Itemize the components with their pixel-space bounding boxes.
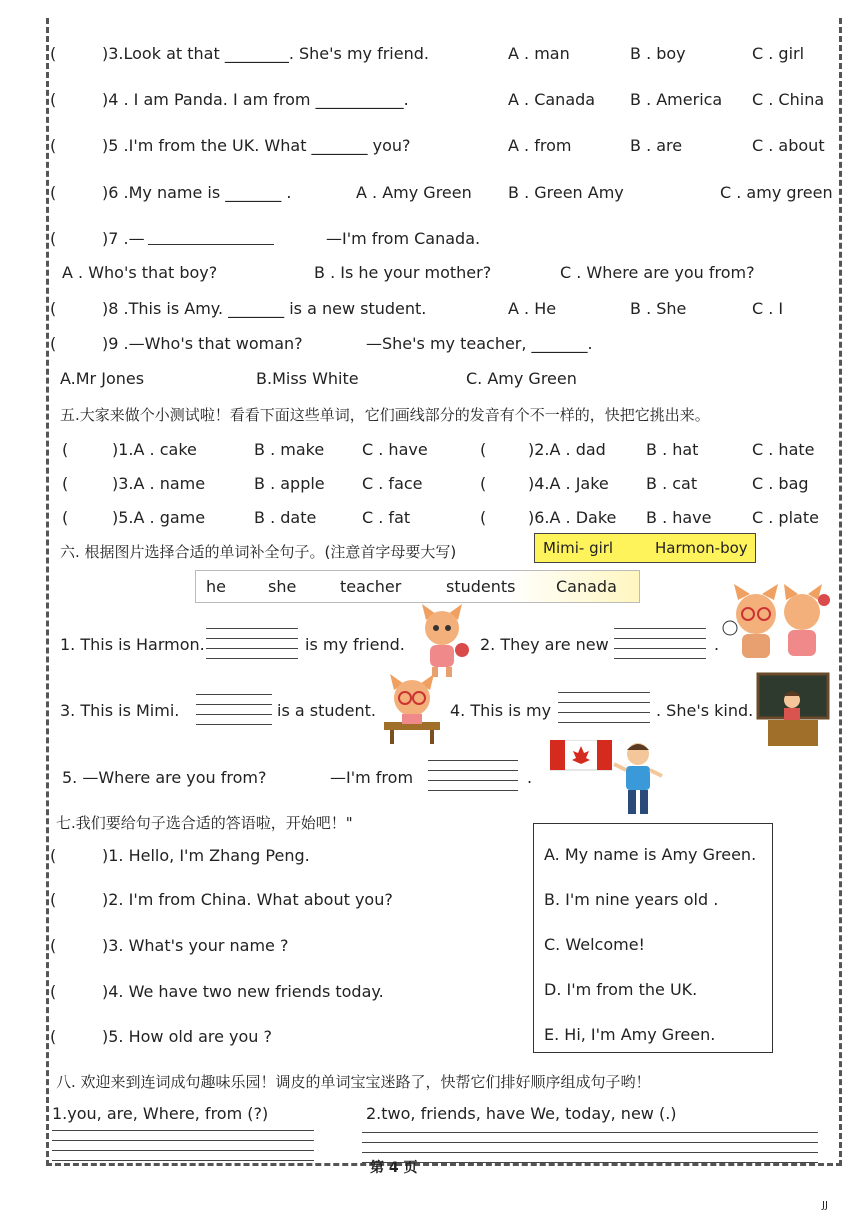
fill-sentence-3b: is a student. bbox=[277, 701, 377, 720]
writing-line bbox=[362, 1132, 818, 1133]
option-a: A . man bbox=[508, 44, 570, 63]
writing-line bbox=[362, 1142, 818, 1143]
fill-sentence-3a: 3. This is Mimi. bbox=[60, 701, 180, 720]
option-b: B . are bbox=[630, 136, 683, 155]
phonics-item: )1.A . cake bbox=[112, 440, 197, 459]
option-b: B . She bbox=[630, 299, 687, 318]
dialogue-question: )5. How old are you ? bbox=[102, 1027, 272, 1046]
fill-sentence-1a: 1. This is Harmon. bbox=[60, 635, 205, 654]
option-b: B . Is he your mother? bbox=[314, 263, 492, 282]
answer-blank bbox=[148, 244, 274, 245]
writing-line bbox=[362, 1152, 818, 1153]
boy-picture bbox=[612, 740, 664, 816]
option-c: C . I bbox=[752, 299, 784, 318]
writing-line bbox=[428, 760, 518, 761]
phonics-option: B . cat bbox=[646, 474, 698, 493]
writing-line bbox=[362, 1162, 818, 1163]
word-bank-item: students bbox=[446, 577, 516, 596]
phonics-option: C . fat bbox=[362, 508, 411, 527]
phonics-option: B . apple bbox=[254, 474, 325, 493]
option-c: C . about bbox=[752, 136, 825, 155]
name-note bbox=[534, 533, 756, 563]
writing-line bbox=[558, 692, 650, 693]
girl-cat-picture bbox=[414, 600, 470, 680]
word-bank-item: he bbox=[206, 577, 226, 596]
writing-line bbox=[52, 1150, 314, 1151]
student-cat-picture bbox=[380, 672, 444, 744]
fill-sentence-1b: is my friend. bbox=[305, 635, 405, 654]
paren: ( bbox=[50, 299, 57, 318]
option-c: C. Amy Green bbox=[466, 369, 577, 388]
answer-option: C. Welcome! bbox=[544, 935, 645, 954]
word-bank-item: Canada bbox=[556, 577, 617, 596]
option-a: A.Mr Jones bbox=[60, 369, 145, 388]
paren: ( bbox=[50, 846, 57, 865]
paren: ( bbox=[50, 229, 57, 248]
option-a: A . from bbox=[508, 136, 572, 155]
dialogue-question: )2. I'm from China. What about you? bbox=[102, 890, 393, 909]
phonics-option: C . bag bbox=[752, 474, 809, 493]
writing-line bbox=[614, 628, 706, 629]
dialogue-question: )4. We have two new friends today. bbox=[102, 982, 384, 1001]
phonics-option: C . face bbox=[362, 474, 423, 493]
paren: ( bbox=[62, 474, 69, 493]
fill-sentence-2a: 2. They are new bbox=[480, 635, 609, 654]
option-c: C . girl bbox=[752, 44, 805, 63]
writing-line bbox=[614, 658, 706, 659]
option-a: A . Who's that boy? bbox=[62, 263, 218, 282]
writing-line bbox=[558, 702, 650, 703]
writing-line bbox=[206, 648, 298, 649]
option-c: C . amy green bbox=[720, 183, 833, 202]
option-b: B . boy bbox=[630, 44, 686, 63]
option-c: C . Where are you from? bbox=[560, 263, 755, 282]
option-a: A . He bbox=[508, 299, 557, 318]
paren: ( bbox=[50, 90, 57, 109]
option-b: B . America bbox=[630, 90, 723, 109]
writing-line bbox=[206, 638, 298, 639]
section-8-title: 八. 欢迎来到连词成句趣味乐园！调皮的单词宝宝迷路了，快帮它们排好顺序组成句子哟！ bbox=[56, 1073, 651, 1091]
section-5-title: 五.大家来做个小测试啦！看看下面这些单词，它们画线部分的发音有个不一样的，快把它挑出来。 bbox=[60, 406, 710, 424]
writing-line bbox=[558, 722, 650, 723]
fill-sentence-5a: 5. —Where are you from? bbox=[62, 768, 267, 787]
phonics-option: B . hat bbox=[646, 440, 699, 459]
fill-sentence-4b: . She's kind. bbox=[656, 701, 754, 720]
paren: ( bbox=[50, 334, 57, 353]
answer-option: D. I'm from the UK. bbox=[544, 980, 698, 999]
paren: ( bbox=[480, 508, 487, 527]
answer-option: A. My name is Amy Green. bbox=[544, 845, 757, 864]
option-c: C . China bbox=[752, 90, 825, 109]
paren: ( bbox=[50, 44, 57, 63]
writing-line bbox=[196, 714, 272, 715]
option-b: B . Green Amy bbox=[508, 183, 624, 202]
phonics-item: )4.A . Jake bbox=[528, 474, 609, 493]
option-a: A . Canada bbox=[508, 90, 596, 109]
word-bank-item: teacher bbox=[340, 577, 402, 596]
paren: ( bbox=[480, 474, 487, 493]
section-6-title: 六. 根据图片选择合适的单词补全句子。(注意首字母要大写) bbox=[60, 543, 457, 561]
writing-line bbox=[52, 1140, 314, 1141]
phonics-item: )3.A . name bbox=[112, 474, 206, 493]
question-8: )8 .This is Amy. _______ is a new student. bbox=[102, 299, 427, 318]
writing-line bbox=[196, 704, 272, 705]
paren: ( bbox=[62, 440, 69, 459]
paren: ( bbox=[50, 936, 57, 955]
reorder-question-1: 1.you, are, Where, from (?) bbox=[52, 1104, 269, 1123]
writing-line bbox=[428, 780, 518, 781]
question-7: )7 .— bbox=[102, 229, 145, 248]
question-9: )9 .—Who's that woman? bbox=[102, 334, 303, 353]
phonics-item: )5.A . game bbox=[112, 508, 206, 527]
fill-sentence-2b: . bbox=[714, 635, 720, 654]
option-a: A . Amy Green bbox=[356, 183, 472, 202]
question-3: )3.Look at that ________. She's my friend. bbox=[102, 44, 429, 63]
writing-line bbox=[428, 790, 518, 791]
paren: ( bbox=[50, 136, 57, 155]
writing-line bbox=[206, 658, 298, 659]
question-5: )5 .I'm from the UK. What _______ you? bbox=[102, 136, 411, 155]
phonics-option: C . hate bbox=[752, 440, 815, 459]
phonics-item: )6.A . Dake bbox=[528, 508, 617, 527]
note-girl: Mimi- girl bbox=[543, 539, 614, 557]
fill-sentence-4a: 4. This is my bbox=[450, 701, 552, 720]
dialogue-question: )1. Hello, I'm Zhang Peng. bbox=[102, 846, 310, 865]
dialogue-question: )3. What's your name ? bbox=[102, 936, 289, 955]
question-4: )4 . I am Panda. I am from ___________. bbox=[102, 90, 409, 109]
word-bank-item: she bbox=[268, 577, 297, 596]
paren: ( bbox=[50, 982, 57, 1001]
fill-sentence-5b: —I'm from bbox=[330, 768, 414, 787]
phonics-option: C . have bbox=[362, 440, 428, 459]
word-bank bbox=[195, 570, 640, 603]
canada-flag-icon bbox=[550, 740, 612, 774]
writing-line bbox=[558, 712, 650, 713]
writing-line bbox=[428, 770, 518, 771]
paren: ( bbox=[50, 183, 57, 202]
paren: ( bbox=[480, 440, 487, 459]
paren: ( bbox=[62, 508, 69, 527]
corner-mark: JJ bbox=[822, 1200, 828, 1211]
teacher-picture bbox=[756, 672, 830, 748]
paren: ( bbox=[50, 1027, 57, 1046]
page-number: 第 4 页 bbox=[370, 1160, 418, 1176]
answer-option: B. I'm nine years old . bbox=[544, 890, 719, 909]
writing-line bbox=[196, 724, 272, 725]
reorder-question-2: 2.two, friends, have We, today, new (.) bbox=[366, 1104, 677, 1123]
writing-line bbox=[52, 1160, 314, 1161]
question-6: )6 .My name is _______ . bbox=[102, 183, 292, 202]
writing-line bbox=[196, 694, 272, 695]
phonics-option: B . have bbox=[646, 508, 712, 527]
writing-line bbox=[614, 648, 706, 649]
phonics-option: B . date bbox=[254, 508, 317, 527]
note-boy: Harmon-boy bbox=[655, 539, 748, 557]
question-7-reply: —I'm from Canada. bbox=[326, 229, 481, 248]
answer-option: E. Hi, I'm Amy Green. bbox=[544, 1025, 716, 1044]
section-7-title: 七.我们要给句子选合适的答语啦，开始吧！" bbox=[56, 814, 353, 832]
phonics-item: )2.A . dad bbox=[528, 440, 606, 459]
students-picture bbox=[722, 580, 832, 670]
writing-line bbox=[52, 1130, 314, 1131]
writing-line bbox=[206, 628, 298, 629]
writing-line bbox=[614, 638, 706, 639]
option-b: B.Miss White bbox=[256, 369, 359, 388]
phonics-option: C . plate bbox=[752, 508, 819, 527]
fill-sentence-5c: . bbox=[527, 768, 533, 787]
question-9-reply: —She's my teacher, _______. bbox=[366, 334, 593, 353]
paren: ( bbox=[50, 890, 57, 909]
phonics-option: B . make bbox=[254, 440, 325, 459]
answer-box bbox=[533, 823, 773, 1053]
